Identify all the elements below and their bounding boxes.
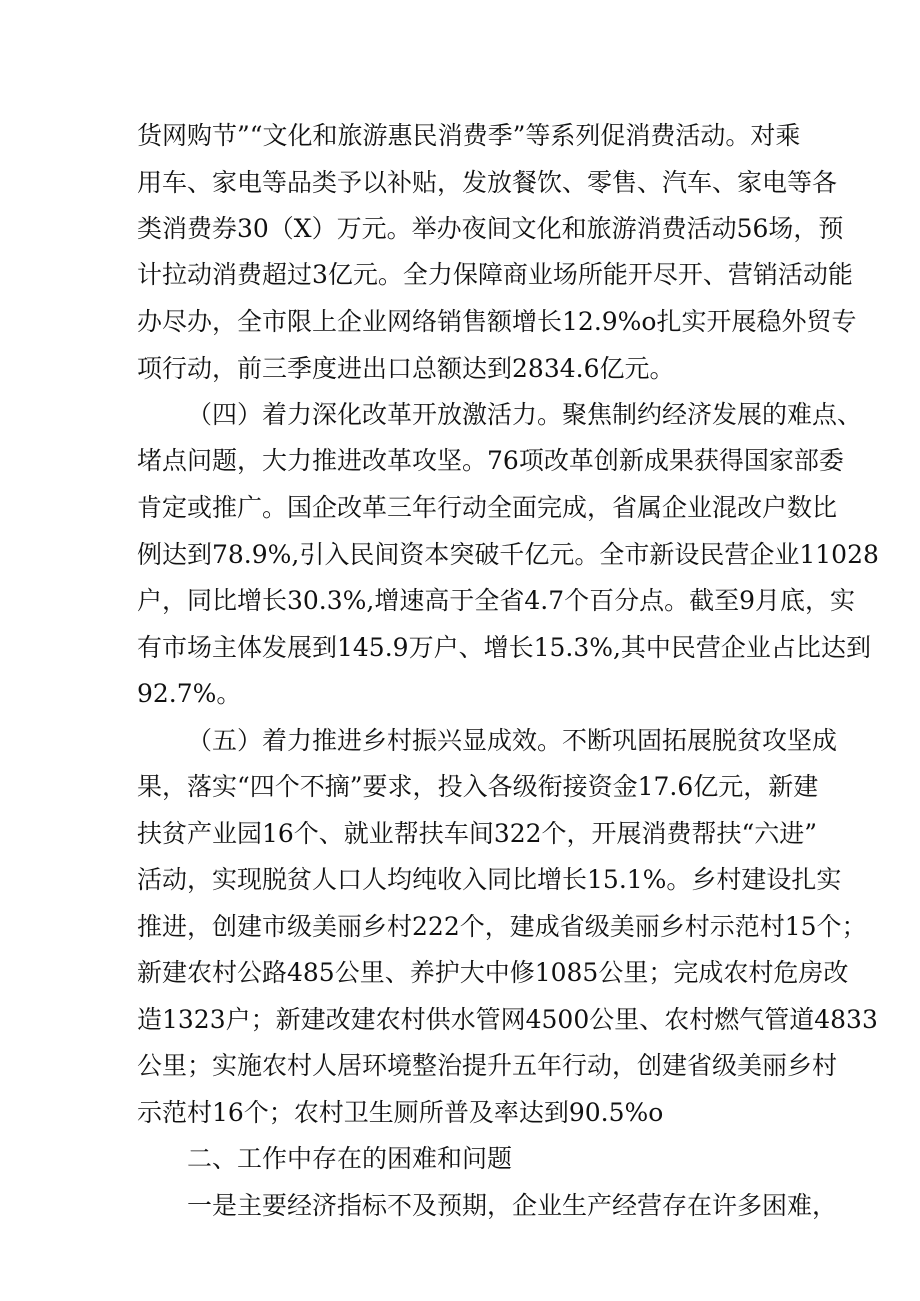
paragraph-line: 一是主要经济指标不及预期，企业生产经营存在许多困难， — [187, 1191, 838, 1220]
paragraph-line: （四）着力深化改革开放激活力。聚焦制约经济发展的难点、 — [187, 400, 863, 429]
paragraph-line: （五）着力推进乡村振兴显成效。不断巩固拓展脱贫攻坚成 — [187, 726, 838, 755]
paragraph-line: 办尽办，全市限上企业网络销售额增长12.9%o扎实开展稳外贸专 — [137, 307, 857, 336]
paragraph-line: 类消费券30（X）万元。举办夜间文化和旅游消费活动56场，预 — [137, 214, 844, 243]
paragraph-line: 新建农村公路485公里、养护大中修1085公里；完成农村危房改 — [137, 958, 849, 987]
paragraph-line: 堵点问题，大力推进改革攻坚。76项改革创新成果获得国家部委 — [137, 446, 844, 475]
paragraph-line: 推进，创建市级美丽乡村222个，建成省级美丽乡村示范村15个； — [137, 912, 867, 941]
paragraph-line: 公里；实施农村人居环境整治提升五年行动，创建省级美丽乡村 — [137, 1051, 838, 1080]
paragraph-line: 计拉动消费超过3亿元。全力保障商业场所能开尽开、营销活动能 — [137, 260, 853, 289]
paragraph-line: 户，同比增长30.3%,增速高于全省4.7个百分点。截至9月底，实 — [137, 586, 856, 615]
paragraph-line: 92.7%。 — [137, 679, 242, 708]
paragraph-line: 活动，实现脱贫人口人均纯收入同比增长15.1%。乡村建设扎实 — [137, 865, 842, 894]
paragraph-line: 有市场主体发展到145.9万户、增长15.3%,其中民营企业占比达到 — [137, 633, 871, 662]
paragraph-line: 用车、家电等品类予以补贴，发放餐饮、零售、汽车、家电等各 — [137, 168, 838, 197]
paragraph-line: 肯定或推广。国企改革三年行动全面完成，省属企业混改户数比 — [137, 493, 838, 522]
paragraph-line: 造1323户；新建改建农村供水管网4500公里、农村燃气管道4833 — [137, 1005, 878, 1034]
paragraph-line: 果，落实“四个不摘”要求，投入各级衔接资金17.6亿元，新建 — [137, 772, 819, 801]
paragraph-line: 扶贫产业园16个、就业帮扶车间322个，开展消费帮扶“六进” — [137, 819, 818, 848]
paragraph-line: 项行动，前三季度进出口总额达到2834.6亿元。 — [137, 354, 675, 383]
paragraph-line: 示范村16个；农村卫生厕所普及率达到90.5%o — [137, 1098, 664, 1127]
paragraph-line: 货网购节”“文化和旅游惠民消费季”等系列促消费活动。对乘 — [137, 121, 801, 150]
section-heading: 二、工作中存在的困难和问题 — [187, 1144, 513, 1173]
paragraph-line: 例达到78.9%,引入民间资本突破千亿元。全市新设民营企业11028 — [137, 540, 879, 569]
